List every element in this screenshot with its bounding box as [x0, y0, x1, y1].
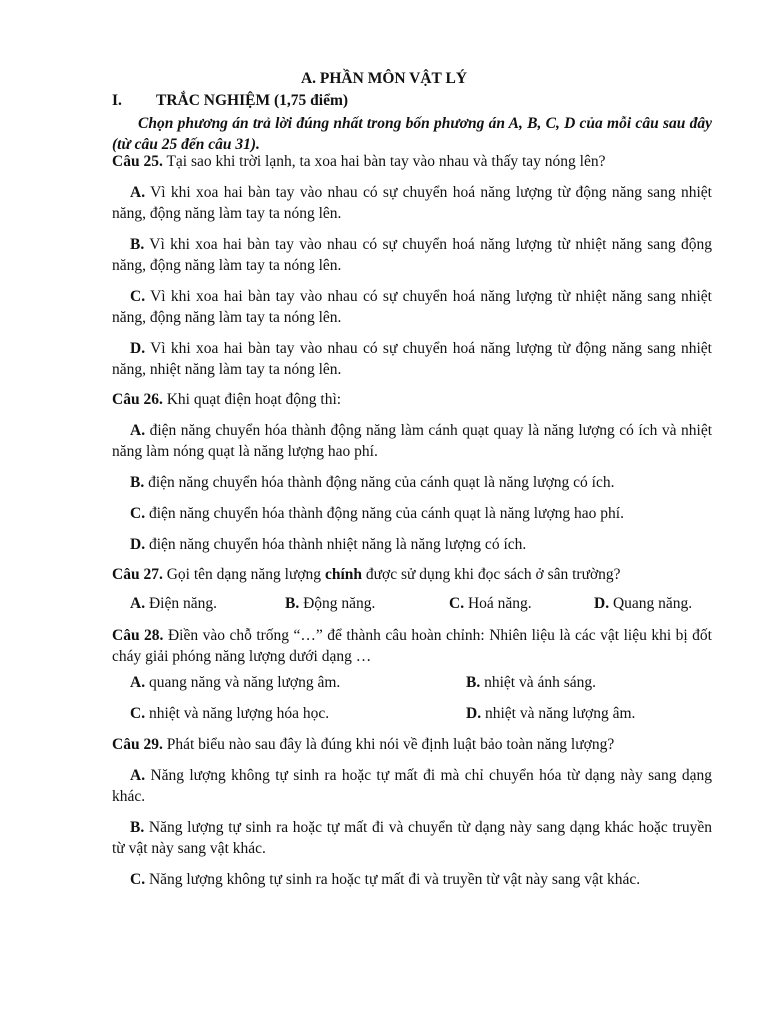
- option-text: điện năng chuyển hóa thành động năng của cánh quạt là năng lượng có ích.: [148, 474, 615, 491]
- option-text: điện năng chuyển hóa thành động năng làm cánh quạt quay là năng lượng có ích và nhiệt năng làm nóng quạt là năng lượng hao phí.: [112, 422, 713, 460]
- option-label: B.: [130, 236, 145, 253]
- question-25: [112, 153, 712, 172]
- question-text: Khi quạt điện hoạt động thì:: [166, 391, 342, 408]
- instruction-text: Chọn phương án trả lời đúng nhất trong bốn phương án A, B, C, D của mỗi câu sau đây (từ câu 25 đến câu 31).: [112, 115, 712, 153]
- option-label: D.: [130, 536, 146, 553]
- option-26-c: [112, 503, 712, 524]
- option-25-d: [112, 338, 712, 380]
- option-25-c: [112, 286, 712, 328]
- option-label: D.: [594, 595, 610, 612]
- option-text: Vì khi xoa hai bàn tay vào nhau có sự chuyển hoá năng lượng từ nhiệt năng sang động năng, động năng làm tay ta nóng lên.: [112, 236, 712, 274]
- option-text: quang năng và năng lượng âm.: [148, 674, 341, 691]
- option-text: nhiệt và năng lượng hóa học.: [148, 705, 330, 722]
- option-28-a: [130, 674, 340, 693]
- option-28-c: [130, 705, 329, 724]
- option-27-d: [594, 595, 692, 614]
- option-text: Vì khi xoa hai bàn tay vào nhau có sự chuyển hoá năng lượng từ động năng sang nhiệt năng, động năng làm tay ta nóng lên.: [112, 184, 712, 222]
- option-label: B.: [130, 474, 145, 491]
- option-label: A.: [130, 674, 146, 691]
- question-text-before: Gọi tên dạng năng lượng: [166, 566, 322, 583]
- question-28: [112, 625, 712, 667]
- option-text: điện năng chuyển hóa thành động năng của cánh quạt là năng lượng hao phí.: [148, 505, 624, 522]
- option-text: Năng lượng không tự sinh ra hoặc tự mất đi và truyền từ vật này sang vật khác.: [148, 871, 641, 888]
- option-26-b: [112, 472, 712, 493]
- option-text: Vì khi xoa hai bàn tay vào nhau có sự chuyển hoá năng lượng từ nhiệt năng sang nhiệt năng, động năng làm tay ta nóng lên.: [112, 288, 712, 326]
- option-text: điện năng chuyển hóa thành nhiệt năng là năng lượng có ích.: [148, 536, 527, 553]
- question-label: Câu 27.: [112, 566, 163, 583]
- option-label: C.: [130, 505, 146, 522]
- option-25-b: [112, 234, 712, 276]
- option-label: C.: [130, 288, 146, 305]
- question-label: Câu 25.: [112, 153, 163, 170]
- question-text: Điền vào chỗ trống “…” để thành câu hoàn chỉnh: Nhiên liệu là các vật liệu khi bị đốt cháy giải phóng năng lượng dưới dạng …: [112, 627, 712, 665]
- part-heading: [112, 92, 348, 111]
- option-label: D.: [466, 705, 482, 722]
- options-row-28-2: [112, 705, 712, 727]
- option-25-a: [112, 182, 712, 224]
- option-29-a: [112, 765, 712, 807]
- option-label: B.: [285, 595, 300, 612]
- option-label: A.: [130, 422, 146, 439]
- question-26: [112, 391, 712, 410]
- question-label: Câu 28.: [112, 627, 164, 644]
- option-29-b: [112, 817, 712, 859]
- section-title: A. PHẦN MÔN VẬT LÝ: [300, 70, 468, 87]
- option-label: B.: [130, 819, 145, 836]
- part-roman: I.: [112, 92, 122, 109]
- option-29-c: [112, 869, 712, 890]
- option-label: B.: [466, 674, 481, 691]
- option-text: Năng lượng tự sinh ra hoặc tự mất đi và chuyển từ dạng này sang dạng khác hoặc truyền từ vật này sang vật khác.: [112, 819, 713, 857]
- option-28-b: [466, 674, 596, 693]
- option-label: A.: [130, 767, 146, 784]
- option-text: Điện năng.: [148, 595, 217, 612]
- question-label: Câu 26.: [112, 391, 163, 408]
- option-26-d: [112, 534, 712, 555]
- question-text: Tại sao khi trời lạnh, ta xoa hai bàn tay vào nhau và thấy tay nóng lên?: [166, 153, 606, 170]
- option-28-d: [466, 705, 635, 724]
- option-text: nhiệt và năng lượng âm.: [484, 705, 636, 722]
- question-text-after: được sử dụng khi đọc sách ở sân trường?: [365, 566, 621, 583]
- option-text: Quang năng.: [612, 595, 693, 612]
- option-label: D.: [130, 340, 146, 357]
- option-label: C.: [449, 595, 465, 612]
- option-text: Hoá năng.: [467, 595, 532, 612]
- part-title: TRẮC NGHIỆM (1,75 điểm): [156, 92, 349, 109]
- option-text: nhiệt và ánh sáng.: [484, 674, 597, 691]
- option-text: Vì khi xoa hai bàn tay vào nhau có sự chuyển hoá năng lượng từ động năng sang nhiệt năng, nhiệt năng làm tay ta nóng lên.: [112, 340, 712, 378]
- option-label: A.: [130, 184, 146, 201]
- option-27-c: [449, 595, 532, 614]
- option-26-a: [112, 420, 712, 462]
- question-29: [112, 736, 712, 755]
- question-text: Phát biểu nào sau đây là đúng khi nói về định luật bảo toàn năng lượng?: [166, 736, 615, 753]
- question-label: Câu 29.: [112, 736, 163, 753]
- option-text: Năng lượng không tự sinh ra hoặc tự mất đi mà chỉ chuyển hóa từ dạng này sang dạng khác.: [112, 767, 713, 805]
- option-label: C.: [130, 871, 146, 888]
- question-27: [112, 566, 712, 585]
- question-text-emphasis: chính: [324, 566, 362, 583]
- option-label: C.: [130, 705, 146, 722]
- option-27-b: [285, 595, 375, 614]
- options-row-27: [112, 595, 712, 617]
- options-row-28-1: [112, 674, 712, 696]
- option-27-a: [130, 595, 217, 614]
- option-label: A.: [130, 595, 146, 612]
- option-text: Động năng.: [303, 595, 376, 612]
